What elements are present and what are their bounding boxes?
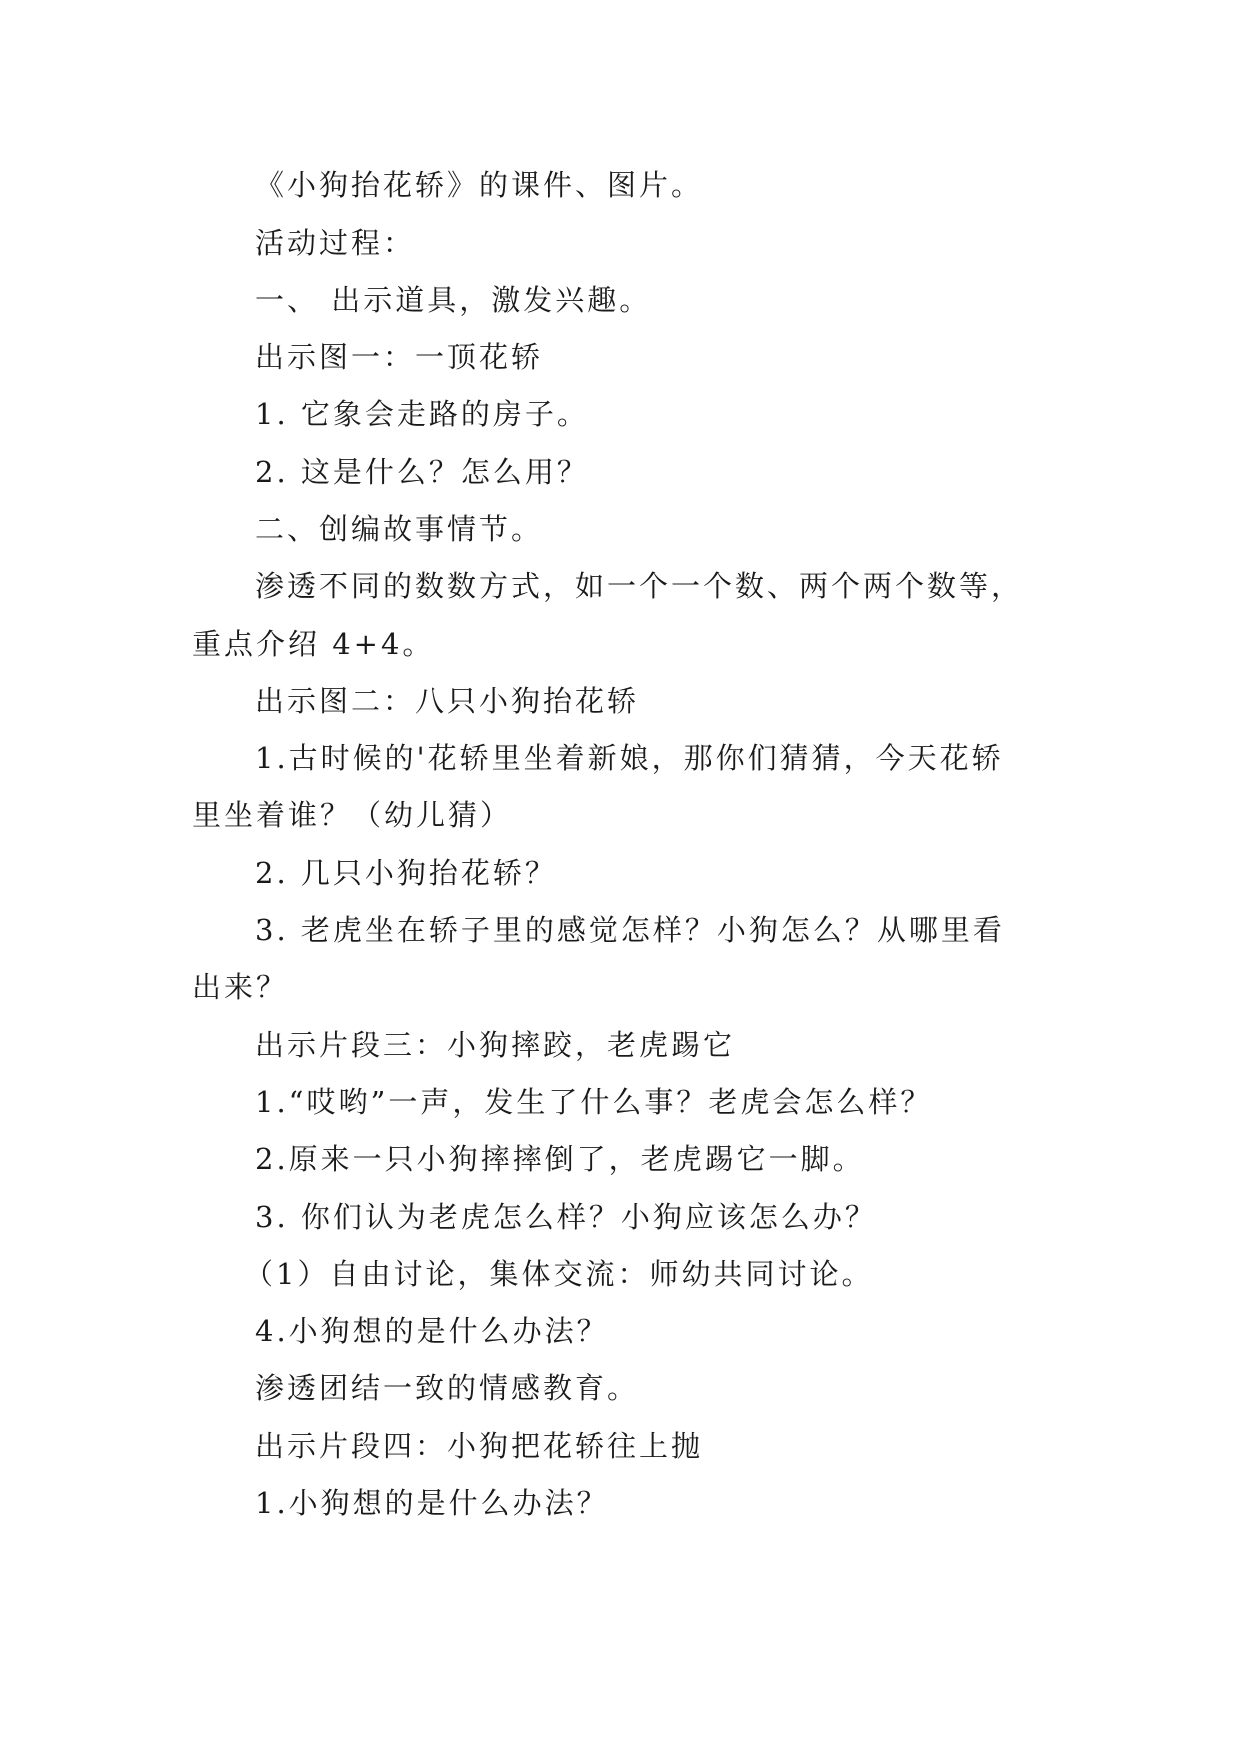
paragraph-line-continued: 重点介绍 4+4。 [192,627,435,661]
paragraph-line: 出示图一：一顶花轿 [255,340,544,374]
list-item: 1.“哎哟”一声，发生了什么事？老虎会怎么样？ [255,1085,933,1119]
activity-process-heading: 活动过程： [255,226,416,260]
materials-line: 《小狗抬花轿》的课件、图片。 [255,168,704,202]
list-item: 3. 你们认为老虎怎么样？小狗应该怎么办？ [255,1200,877,1234]
paragraph-line: 出示片段四：小狗把花轿往上抛 [255,1429,704,1463]
paragraph-line: 出示片段三：小狗摔跤，老虎踢它 [255,1028,736,1062]
list-item: 2. 几只小狗抬花轿？ [255,856,557,890]
list-item-continued: 里坐着谁？（幼儿猜） [192,798,513,832]
paragraph-line: 渗透团结一致的情感教育。 [255,1371,640,1405]
sub-list-item: （1）自由讨论，集体交流：师幼共同讨论。 [244,1257,874,1291]
list-item: 1. 它象会走路的房子。 [255,397,589,431]
list-item-continued: 出来？ [192,970,289,1004]
section-two-heading: 二、创编故事情节。 [255,512,544,546]
section-one-heading: 一、 出示道具，激发兴趣。 [255,283,652,317]
paragraph-line: 渗透不同的数数方式，如一个一个数、两个两个数等， [255,569,1024,603]
list-item: 2. 这是什么？怎么用？ [255,455,589,489]
list-item: 4.小狗想的是什么办法？ [255,1314,609,1348]
list-item: 3. 老虎坐在轿子里的感觉怎样？小狗怎么？从哪里看 [255,913,1005,947]
list-item: 1.古时候的'花轿里坐着新娘，那你们猜猜，今天花轿 [255,741,1004,775]
paragraph-line: 出示图二：八只小狗抬花轿 [255,684,640,718]
list-item: 2.原来一只小狗摔摔倒了，老虎踢它一脚。 [255,1142,865,1176]
list-item: 1.小狗想的是什么办法？ [255,1486,609,1520]
